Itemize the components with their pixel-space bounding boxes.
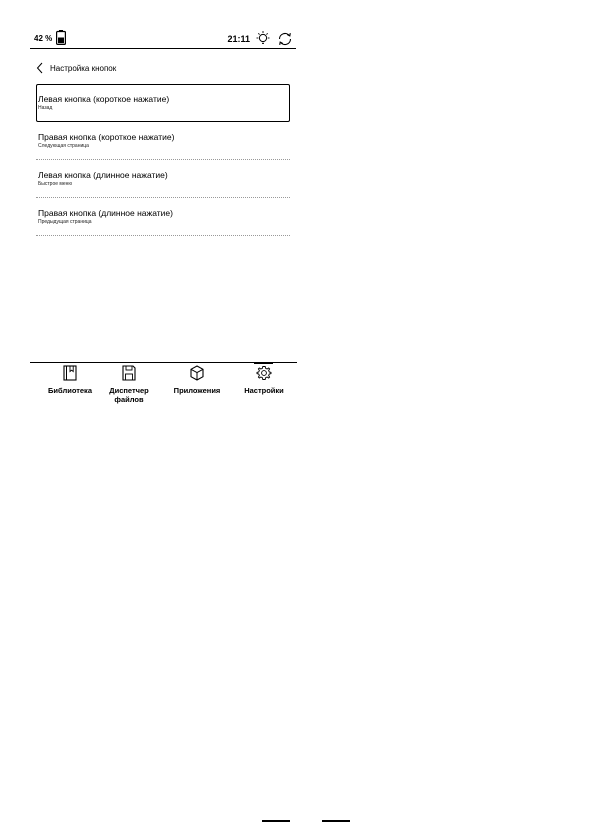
list-item-left-long[interactable]	[36, 160, 290, 198]
tab-label: Настройки	[244, 386, 284, 395]
book-icon	[62, 364, 78, 382]
tab-label: Библиотека	[48, 386, 92, 395]
status-divider	[30, 48, 296, 49]
list-item-right-long[interactable]	[36, 198, 290, 236]
item-subtitle: Следующая страница	[38, 143, 89, 149]
bottom-mark-left	[262, 820, 290, 822]
frontlight-bulb-icon[interactable]	[254, 30, 272, 48]
item-title: Правая кнопка (длинное нажатие)	[38, 208, 173, 218]
floppy-disk-icon	[121, 364, 137, 382]
gear-icon	[256, 364, 272, 382]
item-title: Левая кнопка (короткое нажатие)	[38, 94, 170, 104]
item-title: Правая кнопка (короткое нажатие)	[38, 132, 175, 142]
page-header	[36, 61, 116, 75]
sync-icon[interactable]	[276, 30, 294, 48]
tab-file-manager[interactable]	[97, 364, 161, 404]
item-title: Левая кнопка (длинное нажатие)	[38, 170, 168, 180]
tab-library[interactable]	[38, 364, 102, 395]
item-subtitle: Быстрое меню	[38, 181, 73, 187]
clock: 21:11	[227, 34, 250, 44]
tab-applications[interactable]	[165, 364, 229, 395]
button-settings-list	[36, 84, 290, 236]
tab-settings[interactable]	[232, 364, 296, 395]
cube-icon	[189, 364, 205, 382]
item-subtitle: Предыдущая страница	[38, 219, 92, 225]
list-item-left-short[interactable]	[36, 84, 290, 122]
battery-percentage: 42 %	[34, 34, 53, 43]
page-title: Настройка кнопок	[50, 63, 117, 73]
item-subtitle: Назад	[38, 105, 53, 111]
battery-icon	[56, 30, 66, 45]
list-item-right-short[interactable]	[36, 122, 290, 160]
tab-label: Приложения	[173, 386, 221, 395]
status-bar	[30, 30, 296, 48]
tab-label: Диспетчер файлов	[109, 386, 149, 404]
back-chevron-icon[interactable]	[36, 62, 44, 74]
bottom-mark-right	[322, 820, 350, 822]
